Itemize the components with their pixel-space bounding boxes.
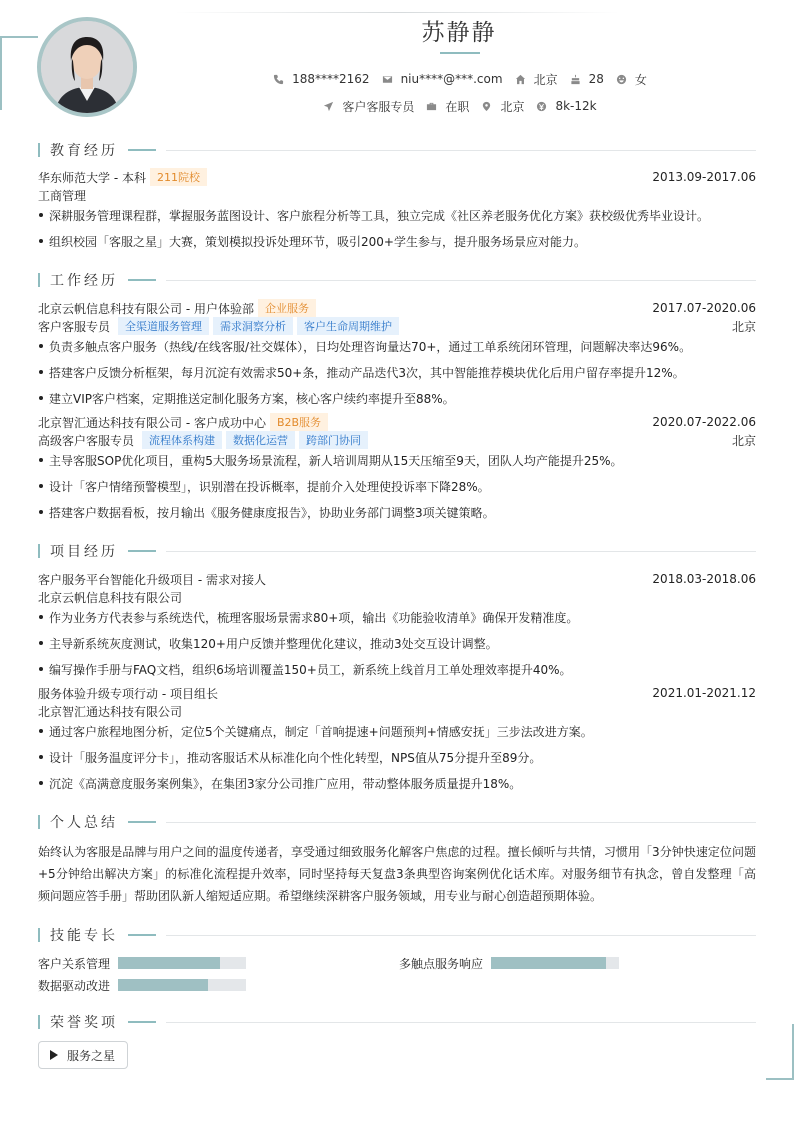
target-city-value: 北京 [500, 99, 525, 114]
section-title: 个人总结 [50, 815, 118, 831]
skill-item [38, 954, 246, 972]
project-title: 服务体验升级专项行动 - 项目组长 [38, 686, 218, 701]
bullet-text: 组织校园「客服之星」大赛，策划模拟投诉处理环节，吸引200+学生参与，提升服务场景应对能力。 [49, 234, 586, 249]
bullet-item [38, 232, 756, 250]
home-value: 北京 [533, 72, 558, 87]
section-accent-line [128, 550, 156, 552]
work-period: 2017.07-2020.06 [652, 301, 756, 315]
location-pin-icon [481, 101, 492, 112]
project-org-name: 北京智汇通达科技有限公司 [38, 704, 183, 719]
bullet-text: 设计「客户情绪预警模型」，识别潜在投诉概率，提前介入处理使投诉率下降28%。 [49, 479, 490, 494]
bullet-text: 通过客户旅程地图分析，定位5个关键痛点，制定「首响提速+问题预判+情感安抚」三步法改进方案。 [49, 724, 593, 739]
section-title: 项目经历 [50, 544, 118, 560]
email-item [382, 72, 503, 86]
section-header-skills [38, 925, 756, 945]
section-accent-line [128, 1021, 156, 1023]
industry-tag: B2B服务 [270, 413, 328, 431]
phone-item [273, 72, 369, 86]
summary-text: 始终认为客服是品牌与用户之间的温度传递者，享受通过细致服务化解客户焦虑的过程。擅长倾听与共情，习惯用「3分钟快速定位问题+5分钟给出解决方案」的标准化流程提升效率，同时坚持每天复盘3条典型咨询案例优化话术库。对服务细节有执念，曾自发整理「高频问题应答手册」帮助团队新人缩短适应期。希望继续深耕客户服务领域，用专业与耐心创造超预期体验。 [38, 845, 756, 903]
school-name: 华东师范大学 - 本科 [38, 170, 146, 185]
work-period: 2020.07-2022.06 [652, 415, 756, 429]
phone-icon [273, 74, 284, 85]
job-target-value: 客户客服专员 [342, 99, 415, 114]
bullet-item [38, 660, 756, 678]
section-title: 教育经历 [50, 143, 118, 159]
bullet-text: 设计「服务温度评分卡」，推动客服话术从标准化向个性化转型，NPS值从75分提升至89分。 [49, 750, 542, 765]
section-marker [38, 1015, 40, 1029]
bullet-dot [39, 729, 43, 733]
work-city: 北京 [731, 319, 756, 334]
major-name: 工商管理 [38, 188, 87, 203]
bullet-item [38, 634, 756, 652]
education-period: 2013.09-2017.06 [652, 170, 756, 184]
bullet-dot [39, 667, 43, 671]
skill-bar [491, 957, 619, 969]
bullet-item [38, 389, 756, 407]
skill-item [399, 954, 619, 972]
bullet-dot [39, 615, 43, 619]
section-rule [166, 280, 756, 281]
section-marker [38, 273, 40, 287]
bullet-item [38, 748, 756, 766]
work-header [38, 413, 756, 431]
company-name: 北京智汇通达科技有限公司 - 客户成功中心 [38, 415, 266, 430]
bullet-text: 作为业务方代表参与系统迭代，梳理客服场景需求80+项，输出《功能验收清单》确保开发精准度。 [49, 610, 579, 625]
section-rule [166, 1022, 756, 1023]
skill-tag: 数据化运营 [226, 431, 295, 449]
skill-name: 客户关系管理 [38, 956, 111, 971]
phone-value: 188****2162 [292, 72, 370, 86]
yuan-coin-icon [536, 101, 547, 112]
bullet-item [38, 451, 756, 469]
corner-decoration-bottom-right [766, 1024, 794, 1080]
education-major [38, 186, 756, 204]
skill-bar [118, 957, 246, 969]
section-rule [166, 822, 756, 823]
industry-tag: 企业服务 [258, 299, 316, 317]
section-marker [38, 928, 40, 942]
skill-tag: 客户生命周期维护 [297, 317, 399, 335]
section-title: 技能专长 [50, 928, 118, 944]
project-period: 2021.01-2021.12 [652, 686, 756, 700]
project-header [38, 684, 756, 702]
skill-tag: 需求洞察分析 [213, 317, 293, 335]
work-city: 北京 [731, 433, 756, 448]
bullet-text: 建立VIP客户档案，定期推送定制化服务方案，核心客户续约率提升至88%。 [49, 391, 455, 406]
award-badge [38, 1041, 128, 1069]
role-title: 高级客户客服专员 [38, 433, 135, 448]
bullet-item [38, 363, 756, 381]
contact-row [0, 70, 794, 88]
section-accent-line [128, 279, 156, 281]
section-marker [38, 143, 40, 157]
bullet-item [38, 774, 756, 792]
bullet-text: 沉淀《高满意度服务案例集》，在集团3家分公司推广应用，带动整体服务质量提升18%。 [49, 776, 522, 791]
project-org [38, 588, 756, 606]
section-rule [166, 150, 756, 151]
bullet-text: 深耕服务管理课程群，掌握服务蓝图设计、客户旅程分析等工具，独立完成《社区养老服务优化方案》获校级优秀毕业设计。 [49, 208, 710, 223]
skill-bar-fill [118, 979, 208, 991]
section-accent-line [128, 821, 156, 823]
skill-bar [118, 979, 246, 991]
home-item [515, 71, 558, 88]
gender-item [616, 71, 647, 88]
skill-bar-fill [118, 957, 220, 969]
work-role-row [38, 317, 756, 335]
bullet-text: 主导新系统灰度测试，收集120+用户反馈并整理优化建议，推动3处交互设计调整。 [49, 636, 498, 651]
bullet-item [38, 503, 756, 521]
home-icon [515, 74, 526, 85]
smile-icon [616, 74, 627, 85]
skill-name: 多触点服务响应 [399, 956, 484, 971]
section-rule [166, 935, 756, 936]
project-title: 客户服务平台智能化升级项目 - 需求对接人 [38, 572, 266, 587]
briefcase-icon [426, 101, 437, 112]
project-org-name: 北京云帆信息科技有限公司 [38, 590, 183, 605]
skill-tag: 全渠道服务管理 [118, 317, 209, 335]
section-title: 荣誉奖项 [50, 1015, 118, 1031]
section-accent-line [128, 149, 156, 151]
bullet-dot [39, 755, 43, 759]
role-title: 客户客服专员 [38, 319, 111, 334]
project-header [38, 570, 756, 588]
bullet-text: 编写操作手册与FAQ文档，组织6场培训覆盖150+员工，新系统上线首月工单处理效率提升40%。 [49, 662, 572, 677]
salary-item [536, 99, 596, 113]
play-triangle-icon [49, 1050, 59, 1060]
bullet-dot [39, 344, 43, 348]
bullet-dot [39, 370, 43, 374]
company-name: 北京云帆信息科技有限公司 - 用户体验部 [38, 301, 254, 316]
skill-item [38, 976, 246, 994]
bullet-item [38, 206, 756, 224]
bullet-dot [39, 396, 43, 400]
age-item [570, 72, 604, 86]
email-value: niu****@***.com [400, 72, 503, 86]
status-value: 在职 [445, 99, 470, 114]
bullet-item [38, 477, 756, 495]
skill-tag: 流程体系构建 [142, 431, 222, 449]
work-header [38, 299, 756, 317]
bullet-dot [39, 484, 43, 488]
school-tag: 211院校 [150, 168, 207, 186]
name-underline [440, 52, 480, 54]
bullet-item [38, 722, 756, 740]
project-org [38, 702, 756, 720]
section-header-education [38, 140, 756, 160]
bullet-item [38, 337, 756, 355]
email-icon [382, 74, 393, 85]
award-name: 服务之星 [67, 1048, 116, 1063]
top-divider [175, 12, 620, 13]
candidate-name: 苏静静 [421, 20, 497, 46]
gender-value: 女 [634, 72, 647, 87]
skill-tag: 跨部门协同 [299, 431, 368, 449]
section-accent-line [128, 934, 156, 936]
section-marker [38, 544, 40, 558]
cake-icon [570, 74, 581, 85]
section-header-awards [38, 1012, 756, 1032]
salary-value: 8k-12k [555, 99, 597, 113]
section-header-projects [38, 541, 756, 561]
project-period: 2018.03-2018.06 [652, 572, 756, 586]
skill-name: 数据驱动改进 [38, 978, 111, 993]
section-rule [166, 551, 756, 552]
section-header-work [38, 270, 756, 290]
bullet-dot [39, 458, 43, 462]
skill-bar-fill [491, 957, 606, 969]
bullet-dot [39, 641, 43, 645]
bullet-item [38, 608, 756, 626]
section-title: 工作经历 [50, 273, 118, 289]
age-value: 28 [588, 72, 604, 86]
bullet-text: 主导客服SOP优化项目，重构5大服务场景流程，新人培训周期从15天压缩至9天，团队人均产能提升25%。 [49, 453, 623, 468]
target-city-item [481, 98, 524, 115]
work-role-row [38, 431, 756, 449]
bullet-text: 负责多触点客户服务（热线/在线客服/社交媒体），日均处理咨询量达70+，通过工单系统闭环管理，问题解决率达96%。 [49, 339, 692, 354]
job-target-item [323, 98, 414, 115]
bullet-dot [39, 510, 43, 514]
bullet-text: 搭建客户数据看板，按月输出《服务健康度报告》，协助业务部门调整3项关键策略。 [49, 505, 495, 520]
section-marker [38, 815, 40, 829]
bullet-dot [39, 781, 43, 785]
education-header [38, 168, 756, 186]
send-icon [323, 101, 334, 112]
bullet-text: 搭建客户反馈分析框架，每月沉淀有效需求50+条，推动产品迭代3次，其中智能推荐模块优化后用户留存率提升12%。 [49, 365, 685, 380]
section-header-summary [38, 812, 756, 832]
bullet-dot [39, 239, 43, 243]
bullet-dot [39, 213, 43, 217]
job-intention-row [0, 97, 794, 115]
status-item [426, 98, 469, 115]
